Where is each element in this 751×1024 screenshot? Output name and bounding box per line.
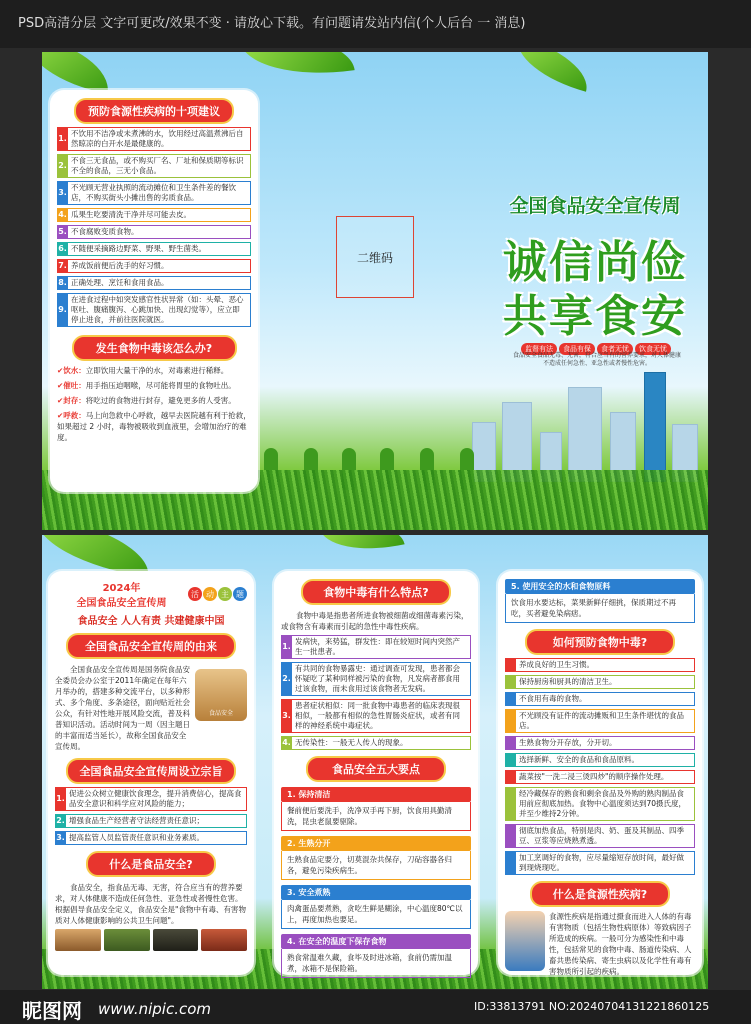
site-url: www.nipic.com (98, 1000, 212, 1018)
prevention-card (498, 571, 702, 975)
tip-text: 不饮用不洁净或未煮沸的水，饮用经过高温煮沸后自然晾凉的白开水是最健康的。 (68, 127, 251, 151)
prevention-marker (505, 736, 516, 750)
tip-item (57, 242, 251, 256)
purpose-text: 提高监管人员监管责任意识和业务素质。 (66, 831, 247, 845)
prevention-list (505, 658, 695, 875)
five-keys-title: 食品安全五大要点 (306, 756, 446, 782)
city-skyline (462, 362, 702, 482)
tip-number: 5. (57, 225, 68, 239)
cover-slogan-1: 诚信尚俭 (503, 237, 687, 288)
feature-item (281, 662, 471, 696)
prevention-item (505, 851, 695, 875)
tip-text: 不随便采摘路边野菜、野果、野生菌类。 (68, 242, 251, 256)
cover-pill: 监督有法 (521, 343, 557, 355)
prevention-text: 不食用有毒的食物。 (516, 692, 695, 706)
feature-text: 无传染性：一般无人传人的现象。 (292, 736, 471, 750)
features-title: 食物中毒有什么特点? (301, 579, 451, 605)
food-basket-illustration (195, 669, 247, 721)
prevention-marker (505, 709, 516, 733)
tip-number: 8. (57, 276, 68, 290)
check-icon: ✔ (57, 396, 64, 405)
tips-title: 预防食源性疾病的十项建议 (74, 98, 234, 124)
food-photo (201, 929, 247, 951)
purpose-item (55, 831, 247, 845)
disease-title: 什么是食源性疾病? (530, 881, 670, 907)
prevention-marker (505, 753, 516, 767)
tips-list (57, 127, 251, 327)
prevention-marker (505, 851, 516, 875)
tip-item (57, 293, 251, 327)
sick-person-illustration (505, 911, 545, 971)
prevention-marker (505, 824, 516, 848)
feature-item (281, 736, 471, 750)
badge-char: 题 (233, 587, 247, 601)
purpose-item (55, 787, 247, 811)
prevention-item (505, 658, 695, 672)
cover-slogan-2: 共享食安 (503, 291, 687, 342)
tip-item (57, 276, 251, 290)
prevention-text: 保持厨房和厨具的清洁卫生。 (516, 675, 695, 689)
prevention-text: 养成良好的卫生习惯。 (516, 658, 695, 672)
intro-slogan: 食品安全 人人有责 共建健康中国 (77, 616, 225, 627)
check-icon: ✔ (57, 381, 64, 390)
five-key-text: 餐前便后要洗手，洗净双手再下厨，饮食用具勤清洗，昆虫老鼠要驱除。 (281, 802, 471, 831)
tip-text: 在进食过程中如突发感官性状异常（如：头晕、恶心呕吐、腹痛腹泻、心跳加快、出现幻觉等），应立即停止进食，并前往医院就医。 (68, 293, 251, 327)
check-icon: ✔ (57, 411, 64, 420)
feature-text: 发病快，来势猛，群发性：即在较短时间内突然产生一批患者。 (292, 635, 471, 659)
purpose-item (55, 814, 247, 828)
tip-text: 不食腐败变质食物。 (68, 225, 251, 239)
prevention-text: 加工烹调好的食物，应尽量缩短存放时间，最好做到现烧现吃。 (516, 851, 695, 875)
cover-week-title: 全国食品安全宣传周 (509, 195, 681, 217)
prevention-marker (505, 770, 516, 784)
prevention-marker (505, 787, 516, 821)
what-food-safety-text: 食品安全，指食品无毒、无害，符合应当有的营养要求，对人体健康不造成任何急性、亚急性或者慢性危害。根据倡导食品安全定义，食品安全是"食物中有毒、有害物质对人体健康影响的公共卫生问题"。 (55, 883, 246, 925)
food-photo (153, 929, 199, 951)
feature-item (281, 699, 471, 733)
tip-item (57, 208, 251, 222)
origin-text: 全国食品安全宣传周是国务院食品安全委员会办公室于2011年确定在每年六月举办的，搭建多种交流平台，以多种形式、多个角度、多条途径，面向贴近社会公众，有针对性地开展风险交流，普及科普知识活动。活动时间为一周（因主题日的丰富而适当延长），故称全国食品安全宣传周。 (55, 665, 190, 751)
tip-number: 9. (57, 293, 68, 327)
food-photos (55, 929, 247, 951)
five-key-head: 2. 生熟分开 (281, 836, 471, 851)
feature-text: 患者症状相似：同一批食物中毒患者的临床表现很相似，一般都有相似的急性胃肠炎症状，或者有同样的神经系统中毒症状。 (292, 699, 471, 733)
first-aid-label: 封存： (63, 396, 86, 405)
brochure-outside (42, 52, 708, 530)
first-aid-item (57, 410, 251, 443)
prevention-item (505, 675, 695, 689)
food-photo (104, 929, 150, 951)
features-list (281, 635, 471, 750)
check-icon: ✔ (57, 366, 64, 375)
tip-number: 2. (57, 154, 68, 178)
first-aid-list (57, 365, 251, 443)
leaf-decoration (42, 52, 115, 93)
five-key-text: 肉禽蛋品要煮熟，贪吃生鲜是糊涂，中心温度80℃以上，再度加热也要足。 (281, 900, 471, 929)
prevention-marker (505, 675, 516, 689)
tip-number: 1. (57, 127, 68, 151)
first-aid-label: 催吐： (63, 381, 86, 390)
prevention-text: 经冷藏保存的熟食和剩余食品及外购的熟肉制品食用前应彻底加热。食物中心温度须达到70摄氏度，并至少维持2分钟。 (516, 787, 695, 821)
intro-card (48, 571, 254, 975)
five-key-head-5: 5. 使用安全的水和食物原料 (505, 579, 695, 594)
tip-text: 正确处理、烹饪和食用食品。 (68, 276, 251, 290)
leaf-decoration (239, 52, 354, 85)
intro-year: 2024年 (102, 583, 141, 594)
purpose-number: 2. (55, 814, 66, 828)
tip-item (57, 181, 251, 205)
five-key-text: 生熟食品定要分，切莫混杂共保存，刀砧容器各归各，避免污染疾病生。 (281, 851, 471, 880)
purpose-number: 1. (55, 787, 66, 811)
first-aid-text: 马上向急救中心呼救，越早去医院越有利于抢救，如果超过 2 小时，毒物被吸收到血液里，会增加治疗的难度。 (57, 411, 251, 442)
image-id: ID:33813791 NO:20240704131221860125 (474, 1000, 710, 1013)
feature-text: 有共同的食物暴露史：通过调查可发现，患者都会怀疑吃了某种同样被污染的食物，凡发病者都食用过该食物，而未食用过该食物者无发病。 (292, 662, 471, 696)
features-card (274, 571, 478, 975)
download-notice: PSD高清分层 文字可更改/效果不变 · 请放心下载。有问题请发站内信(个人后台 一 消息) (0, 0, 751, 48)
first-aid-item (57, 365, 251, 376)
tip-number: 3. (57, 181, 68, 205)
qr-label: 二维码 (356, 250, 393, 265)
five-key-text-5: 饮食用水要达标，菜果新鲜仔细挑，保质期过不再吃，买者避免染病痞。 (505, 594, 695, 623)
disease-text: 食源性疾病是指通过摄食而进入人体的有毒有害物质（包括生物性病原体）等致病因子所造成的疾病。一般可分为感染性和中毒性，包括常见的食物中毒、肠道传染病、人畜共患传染病、寄生虫病以及化学性有毒有害物质所引起的疾病。 (549, 912, 692, 976)
tip-item (57, 127, 251, 151)
site-logo: 昵图网 (22, 999, 82, 1023)
purpose-text: 促进公众树立健康饮食理念，提升消费信心，提高食品安全意识和科学应对风险的能力； (66, 787, 247, 811)
poison-title: 发生食物中毒该怎么办? (72, 335, 237, 361)
intro-name: 全国食品安全宣传周 (76, 598, 167, 609)
five-key-head: 4. 在安全的温度下保存食物 (281, 934, 471, 949)
prevention-item (505, 770, 695, 784)
prevention-text: 彻底加热食品，特别是肉、奶、蛋及其制品、四季豆、豆浆等应烧熟煮透。 (516, 824, 695, 848)
tip-number: 7. (57, 259, 68, 273)
prevention-marker (505, 692, 516, 706)
tip-number: 6. (57, 242, 68, 256)
badge-char: 活 (188, 587, 202, 601)
first-aid-text: 用手指压迫咽喉，尽可能将胃里的食物吐出。 (85, 381, 236, 390)
cover-pill: 食品有保 (559, 343, 595, 355)
five-keys-list (281, 787, 471, 978)
tip-text: 瓜果生吃要清洗干净并尽可能去皮。 (68, 208, 251, 222)
prevention-item (505, 736, 695, 750)
purpose-list (55, 787, 247, 845)
leaf-decoration (319, 535, 404, 561)
badge-char: 主 (218, 587, 232, 601)
tip-number: 4. (57, 208, 68, 222)
first-aid-label: 呼救： (63, 411, 86, 420)
first-aid-label: 饮水： (63, 366, 86, 375)
prevention-text: 选择新鲜、安全的食品和食品原料。 (516, 753, 695, 767)
brochure-inside (42, 535, 708, 989)
cover-pill: 饮食无忧 (635, 343, 671, 355)
five-key-head: 1. 保持清洁 (281, 787, 471, 802)
cover-pill: 食者无忧 (597, 343, 633, 355)
tip-item (57, 259, 251, 273)
purpose-number: 3. (55, 831, 66, 845)
prevention-text: 蔬菜按"一洗二浸三烫四炒"的顺序操作处理。 (516, 770, 695, 784)
prevention-text: 生熟食物分开存放，分开切。 (516, 736, 695, 750)
purpose-title: 全国食品安全宣传周设立宗旨 (66, 758, 236, 784)
feature-number: 3. (281, 699, 292, 733)
tip-text: 养成饭前便后洗手的好习惯。 (68, 259, 251, 273)
first-aid-item (57, 395, 251, 406)
activity-theme-badge (188, 587, 247, 601)
first-aid-text: 将吃过的食物进行封存，避免更多的人受害。 (85, 396, 236, 405)
feature-number: 2. (281, 662, 292, 696)
prevention-item (505, 709, 695, 733)
cover-description: 食品安全食品无毒、无害，符合应当有的营养要求，对人体健康不造成任何急性、亚急性或者慢性危害。 (512, 352, 681, 367)
basket-label: 食品安全 (208, 710, 233, 717)
watermark-footer (0, 990, 751, 1024)
feature-number: 1. (281, 635, 292, 659)
tip-text: 不食三无食品，或不购买厂名、厂址和保质期等标识不全的食品，三无小食品。 (68, 154, 251, 178)
feature-item (281, 635, 471, 659)
five-key-text: 熟食常温难久藏，食毕及时进冰箱，食前仍需加温煮，冰箱不是保险箱。 (281, 949, 471, 978)
prevention-item (505, 824, 695, 848)
prevention-title: 如何预防食物中毒? (525, 629, 675, 655)
prevention-item (505, 787, 695, 821)
tip-item (57, 225, 251, 239)
prevention-text: 不光顾没有证件的流动摊贩和卫生条件堪忧的食品店。 (516, 709, 695, 733)
leaf-decoration (509, 52, 596, 92)
prevention-marker (505, 658, 516, 672)
food-photo (55, 929, 101, 951)
five-key-head: 3. 安全煮熟 (281, 885, 471, 900)
badge-char: 动 (203, 587, 217, 601)
purpose-text: 增强食品生产经营者守法经营责任意识； (66, 814, 247, 828)
first-aid-item (57, 380, 251, 391)
qr-code-placeholder (336, 216, 414, 298)
prevention-item (505, 692, 695, 706)
prevention-item (505, 753, 695, 767)
first-aid-text: 立即饮用大量干净的水，对毒素进行稀释。 (85, 366, 229, 375)
tip-item (57, 154, 251, 178)
feature-number: 4. (281, 736, 292, 750)
tip-text: 不光顾无营业执照的流动摊位和卫生条件差的餐饮店，不购买街头小摊出售的劣质食品。 (68, 181, 251, 205)
tips-card (50, 90, 258, 492)
features-intro: 食物中毒是指患者所进食物被细菌或细菌毒素污染，或食物含有毒素而引起的急性中毒性疾病。 (281, 611, 469, 631)
what-food-safety-title: 什么是食品安全? (86, 851, 216, 877)
origin-title: 全国食品安全宣传周的由来 (66, 633, 236, 659)
